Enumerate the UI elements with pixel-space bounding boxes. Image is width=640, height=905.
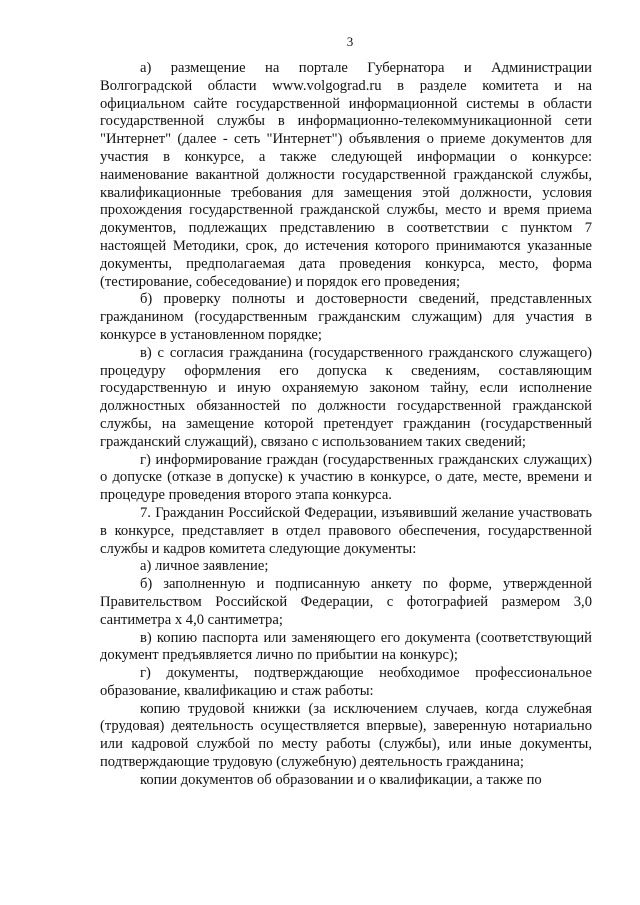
paragraph-v-passport: в) копию паспорта или заменяющего его документа (соответствующий документ предъявляется лично по прибытии на конкурс); [100,629,592,664]
paragraph-v-clearance: в) с согласия гражданина (государственного гражданского служащего) процедуру оформления его допуска к сведениям, составляющим государственную и иную охраняемую законом тайну, если исполнение должностных обязанностей по должности государственной гражданской службы, на замещение которой претендует гражданин (государственный гражданский служащий), связано с использованием таких сведений; [100,344,592,450]
paragraph-workbook: копию трудовой книжки (за исключением случаев, когда служебная (трудовая) деятельность осуществляется впервые), заверенную нотариально или кадровой службой по месту работы (службы), или иные документы, подтверждающие трудовую (служебную) деятельность гражданина; [100,700,592,771]
paragraph-a-placement: а) размещение на портале Губернатора и Администрации Волгоградской области www.volgograd.ru в разделе комитета и на официальном сайте государственной информационной системы в области государственной службы в информационно-телекоммуникационной сети "Интернет" (далее - сеть "Интернет") объявления о приеме документов для участия в конкурсе, а также следующей информации о конкурсе: наименование вакантной должности государственной гражданской службы, квалификационные требования для замещения этой должности, условия прохождения государственной гражданской службы, место и время приема документов, подлежащих представлению в соответствии с пунктом 7 настоящей Методики, срок, до истечения которого принимаются указанные документы, предполагаемая дата проведения конкурса, место, форма (тестирование, собеседование) и порядок его проведения; [100,60,592,290]
document-body [100,60,592,790]
paragraph-b-verification: б) проверку полноты и достоверности сведений, представленных гражданином (государственным гражданским служащим) для участия в конкурсе в установленном порядке; [100,291,592,343]
paragraph-7-documents: 7. Гражданин Российской Федерации, изъявивший желание участвовать в конкурсе, представляет в отдел правового обеспечения, государственной службы и кадров комитета следующие документы: [100,504,592,557]
paragraph-g-informing: г) информирование граждан (государственных гражданских служащих) о допуске (отказе в допуске) к участию в конкурсе, о дате, месте, времени и процедуре проведения второго этапа конкурса. [100,451,592,504]
paragraph-a-application: а) личное заявление; [140,558,269,575]
paragraph-b-questionnaire: б) заполненную и подписанную анкету по форме, утвержденной Правительством Российской Федерации, с фотографией размером 3,0 сантиметра x 4,0 сантиметра; [100,576,592,628]
page-number: 3 [346,34,354,49]
paragraph-g-education: г) документы, подтверждающие необходимое профессиональное образование, квалификацию и стаж работы: [100,665,592,699]
paragraph-education-copies: копии документов об образовании и о квалификации, а также по [140,771,542,788]
